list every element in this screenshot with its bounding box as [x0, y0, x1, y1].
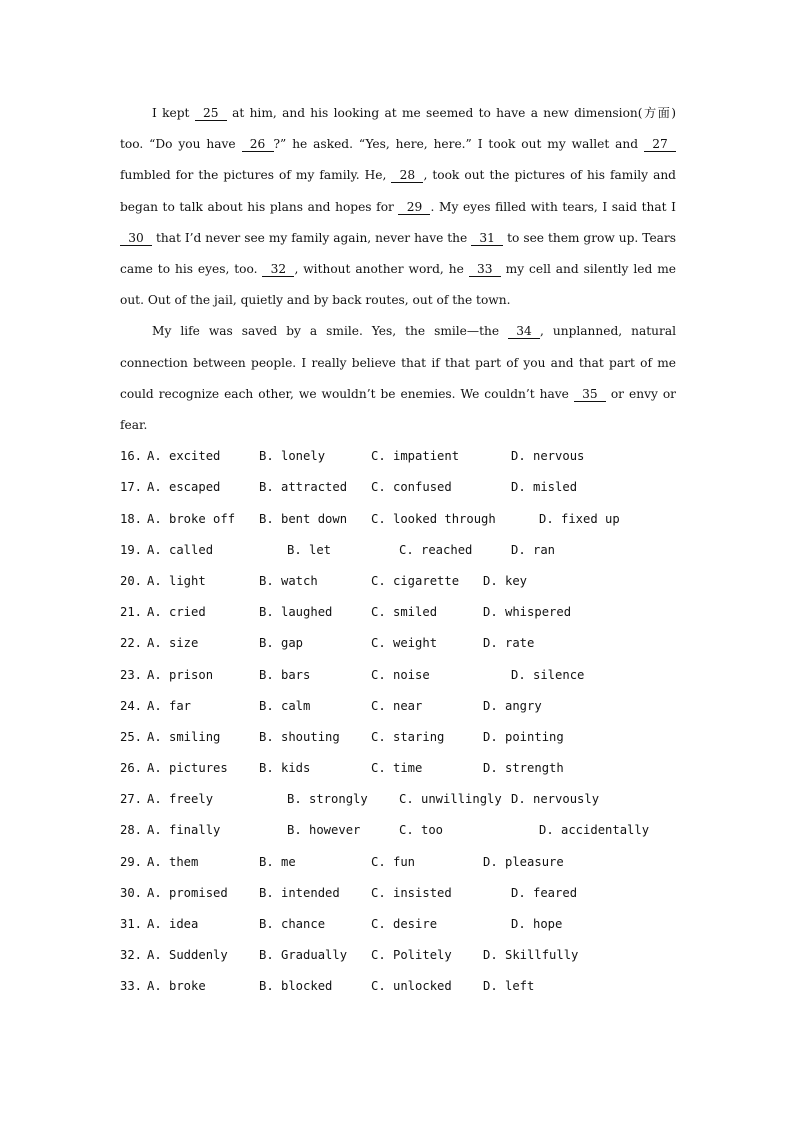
blank-32: 32: [262, 262, 294, 277]
option-d: D. nervously: [511, 792, 600, 807]
option-c: C. insisted: [371, 885, 452, 900]
option-a: A. cried: [147, 605, 206, 620]
question-number: 19.: [120, 542, 143, 557]
option-b: B. bars: [259, 667, 311, 682]
option-a: A. idea: [147, 917, 199, 932]
question-number: 26.: [120, 761, 143, 776]
question-row: [120, 628, 676, 659]
option-d: D. pointing: [483, 729, 564, 744]
question-row: [120, 784, 676, 815]
option-d: D. fixed up: [539, 511, 620, 526]
blank-29: 29: [398, 200, 430, 215]
question-number: 32.: [120, 948, 143, 963]
question-number: 18.: [120, 511, 143, 526]
question-row: [120, 691, 676, 722]
question-row: [120, 441, 676, 472]
question-row: [120, 878, 676, 909]
passage-text: or envy or fear.: [120, 386, 676, 433]
option-d: D. strength: [483, 761, 564, 776]
option-b: B. strongly: [287, 792, 368, 807]
blank-31: 31: [471, 231, 503, 246]
exam-page: [120, 98, 676, 1003]
passage-text: , took out the pictures of his family and began to talk about his plans and hopes for: [120, 168, 676, 214]
question-number: 20.: [120, 573, 143, 588]
option-d: D. key: [483, 573, 528, 588]
option-d: D. Skillfully: [483, 948, 579, 963]
option-a: A. promised: [147, 885, 228, 900]
option-c: C. too: [399, 823, 444, 838]
option-a: A. Suddenly: [147, 948, 228, 963]
question-number: 22.: [120, 636, 143, 651]
option-b: B. intended: [259, 885, 340, 900]
blank-27: 27: [644, 137, 676, 152]
question-row: [120, 597, 676, 628]
option-b: B. however: [287, 823, 361, 838]
option-b: B. gap: [259, 636, 304, 651]
passage-text: at him, and his looking at me seemed to have a new dimension(方面) too. “Do you have: [120, 106, 676, 152]
option-d: D. rate: [483, 636, 535, 651]
option-a: A. size: [147, 636, 199, 651]
question-row: [120, 971, 676, 1002]
passage-text: ?” he asked. “Yes, here, here.” I took out my wallet and: [273, 137, 644, 152]
option-b: B. Gradually: [259, 948, 348, 963]
question-number: 30.: [120, 885, 143, 900]
option-a: A. far: [147, 698, 192, 713]
question-number: 27.: [120, 792, 143, 807]
option-c: C. impatient: [371, 449, 460, 464]
passage-text: , unplanned, natural connection between people. I really believe that if that part of you and that part of me could recognize each other, we wouldn’t be enemies. We couldn’t have: [120, 324, 676, 401]
question-number: 25.: [120, 729, 143, 744]
question-number: 29.: [120, 854, 143, 869]
option-b: B. calm: [259, 698, 311, 713]
option-c: C. looked through: [371, 511, 496, 526]
option-d: D. accidentally: [539, 823, 650, 838]
question-number: 23.: [120, 667, 143, 682]
option-b: B. lonely: [259, 449, 326, 464]
question-row: [120, 909, 676, 940]
passage-text: fumbled for the pictures of my family. He,: [120, 168, 392, 183]
passage-paragraph-1: [120, 98, 676, 316]
option-c: C. time: [371, 761, 423, 776]
question-number: 16.: [120, 449, 143, 464]
option-d: D. ran: [511, 542, 556, 557]
option-c: C. cigarette: [371, 573, 460, 588]
option-d: D. feared: [511, 885, 578, 900]
option-c: C. weight: [371, 636, 438, 651]
blank-30: 30: [120, 231, 152, 246]
question-number: 21.: [120, 605, 143, 620]
question-row: [120, 753, 676, 784]
option-a: A. them: [147, 854, 199, 869]
option-b: B. bent down: [259, 511, 348, 526]
option-a: A. escaped: [147, 480, 221, 495]
option-c: C. unlocked: [371, 979, 452, 994]
question-row: [120, 535, 676, 566]
question-options-list: [120, 441, 676, 1002]
option-a: A. light: [147, 573, 206, 588]
question-row: [120, 815, 676, 846]
blank-25: 25: [195, 106, 227, 121]
option-b: B. shouting: [259, 729, 340, 744]
option-c: C. reached: [399, 542, 473, 557]
option-d: D. whispered: [483, 605, 572, 620]
passage-text: . My eyes filled with tears, I said that I: [430, 199, 676, 214]
option-d: D. misled: [511, 480, 578, 495]
option-b: B. kids: [259, 761, 311, 776]
option-c: C. confused: [371, 480, 452, 495]
question-row: [120, 566, 676, 597]
option-c: C. smiled: [371, 605, 438, 620]
option-d: D. left: [483, 979, 535, 994]
option-c: C. desire: [371, 917, 438, 932]
blank-26: 26: [242, 137, 274, 152]
passage-text: , without another word, he: [294, 262, 469, 277]
option-c: C. staring: [371, 729, 445, 744]
option-d: D. angry: [483, 698, 542, 713]
option-c: C. noise: [371, 667, 430, 682]
question-row: [120, 847, 676, 878]
question-row: [120, 504, 676, 535]
option-b: B. blocked: [259, 979, 333, 994]
blank-28: 28: [391, 168, 423, 183]
option-d: D. silence: [511, 667, 585, 682]
question-row: [120, 722, 676, 753]
option-a: A. prison: [147, 667, 214, 682]
question-row: [120, 660, 676, 691]
blank-35: 35: [574, 387, 606, 402]
question-number: 17.: [120, 480, 143, 495]
option-a: A. broke off: [147, 511, 236, 526]
passage-text: My life was saved by a smile. Yes, the smile—the: [152, 324, 509, 339]
passage-text: I kept: [152, 106, 195, 120]
question-number: 24.: [120, 698, 143, 713]
passage-text: that I’d never see my family again, never have the: [152, 230, 472, 245]
option-a: A. broke: [147, 979, 206, 994]
option-a: A. freely: [147, 792, 214, 807]
option-a: A. called: [147, 542, 214, 557]
passage-paragraph-2: [120, 316, 676, 441]
blank-34: 34: [508, 324, 540, 339]
option-d: D. nervous: [511, 449, 585, 464]
option-b: B. watch: [259, 573, 318, 588]
option-a: A. smiling: [147, 729, 221, 744]
passage-text: to see them grow up. Tears came to his eyes, too.: [120, 230, 677, 277]
option-b: B. laughed: [259, 605, 333, 620]
question-number: 31.: [120, 917, 143, 932]
option-b: B. me: [259, 854, 296, 869]
blank-33: 33: [469, 262, 501, 277]
question-number: 28.: [120, 823, 143, 838]
option-b: B. let: [287, 542, 332, 557]
option-a: A. excited: [147, 449, 221, 464]
question-row: [120, 472, 676, 503]
question-row: [120, 940, 676, 971]
option-a: A. finally: [147, 823, 221, 838]
option-c: C. unwillingly: [399, 792, 502, 807]
option-d: D. pleasure: [483, 854, 564, 869]
option-b: B. chance: [259, 917, 326, 932]
question-number: 33.: [120, 979, 143, 994]
option-c: C. Politely: [371, 948, 452, 963]
passage-text: my cell and silently led me out. Out of the jail, quietly and by back routes, out of the town.: [120, 262, 676, 308]
option-a: A. pictures: [147, 761, 228, 776]
option-c: C. fun: [371, 854, 416, 869]
option-d: D. hope: [511, 917, 563, 932]
option-c: C. near: [371, 698, 423, 713]
option-b: B. attracted: [259, 480, 348, 495]
